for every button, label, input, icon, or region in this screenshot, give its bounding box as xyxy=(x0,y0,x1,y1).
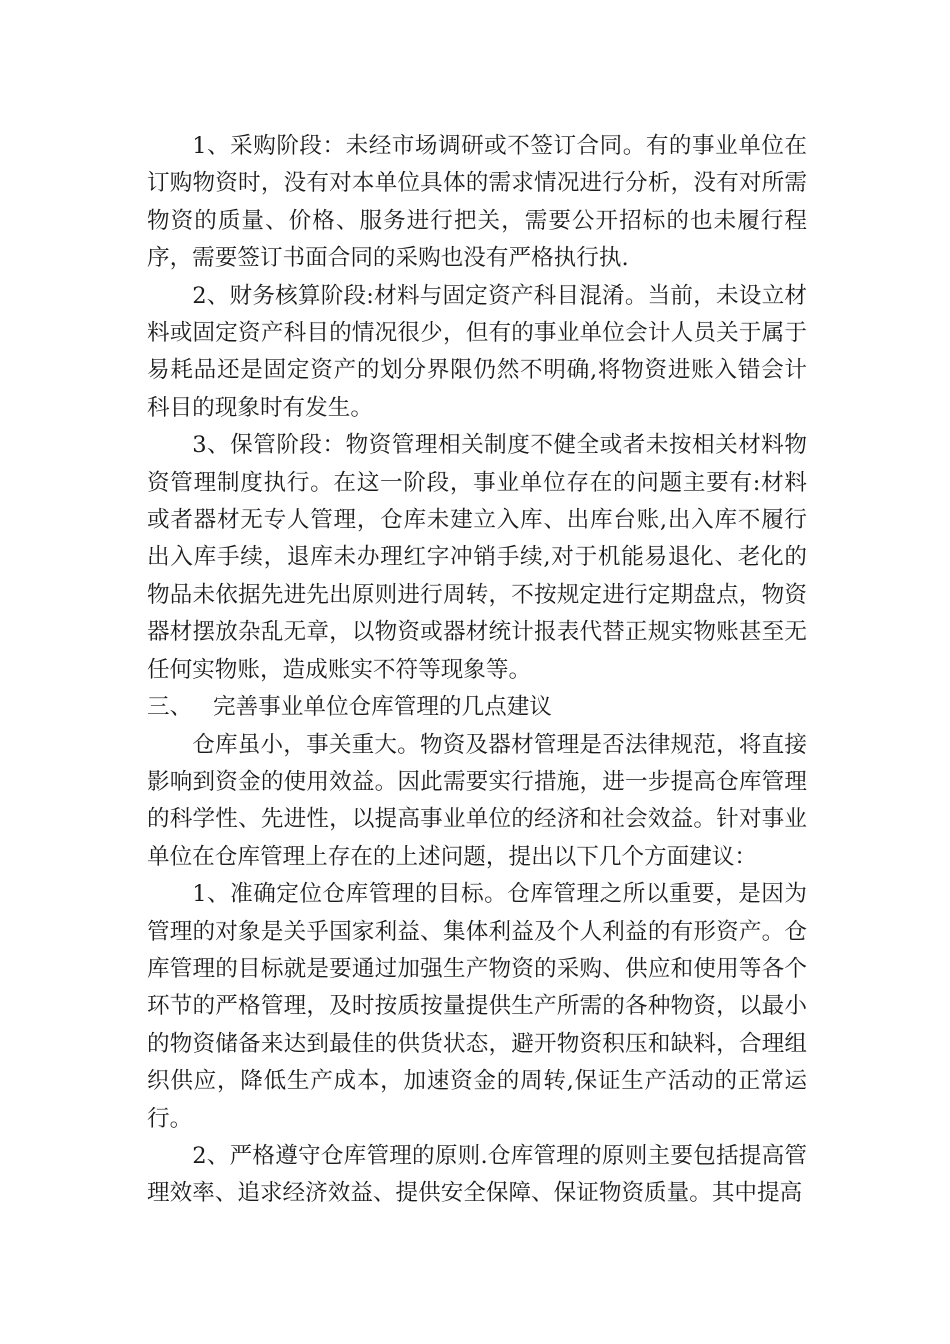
paragraph-suggestion-goal: 1、准确定位仓库管理的目标。仓库管理之所以重要，是因为管理的对象是关乎国家利益、集体利益及个人利益的有形资产。仓库管理的目标就是要通过加强生产物资的采购、供应和使用等各个环节的严格管理，及时按质按量提供生产所需的各种物资，以最小的物资储备来达到最佳的供货状态，避开物资积压和缺料，合理组织供应，降低生产成本，加速资金的周转,保证生产活动的正常运行。 xyxy=(147,881,807,1132)
section-heading-number: 三、 xyxy=(147,694,193,721)
section-heading-title: 完善事业单位仓库管理的几点建议 xyxy=(213,694,552,721)
paragraph-suggestion-principle: 2、严格遵守仓库管理的原则.仓库管理的原则主要包括提高管理效率、追求经济效益、提供安全保障、保证物资质量。其中提高 xyxy=(147,1142,807,1207)
document-body xyxy=(147,128,807,1213)
paragraph-introduction: 仓库虽小，事关重大。物资及器材管理是否法律规范，将直接影响到资金的使用效益。因此需要实行措施，进一步提高仓库管理的科学性、先进性，以提高事业单位的经济和社会效益。针对事业单位在仓库管理上存在的上述问题，提出以下几个方面建议： xyxy=(147,731,807,870)
paragraph-procurement-stage: 1、采购阶段：未经市场调研或不签订合同。有的事业单位在订购物资时，没有对本单位具体的需求情况进行分析，没有对所需物资的质量、价格、服务进行把关，需要公开招标的也未履行程序，需要签订书面合同的采购也没有严格执行执. xyxy=(147,133,807,272)
section-heading xyxy=(147,689,807,726)
paragraph-accounting-stage: 2、财务核算阶段:材料与固定资产科目混淆。当前，未设立材料或固定资产科目的情况很少，但有的事业单位会计人员关于属于易耗品还是固定资产的划分界限仍然不明确,将物资进账入错会计科目的现象时有发生。 xyxy=(147,282,807,421)
paragraph-custody-stage: 3、保管阶段：物资管理相关制度不健全或者未按相关材料物资管理制度执行。在这一阶段，事业单位存在的问题主要有:材料或者器材无专人管理，仓库未建立入库、出库台账,出入库不履行出入库手续，退库未办理红字冲销手续,对于机能易退化、老化的物品未依据先进先出原则进行周转，不按规定进行定期盘点，物资器材摆放杂乱无章，以物资或器材统计报表代替正规实物账甚至无任何实物账，造成账实不符等现象等。 xyxy=(147,432,807,683)
